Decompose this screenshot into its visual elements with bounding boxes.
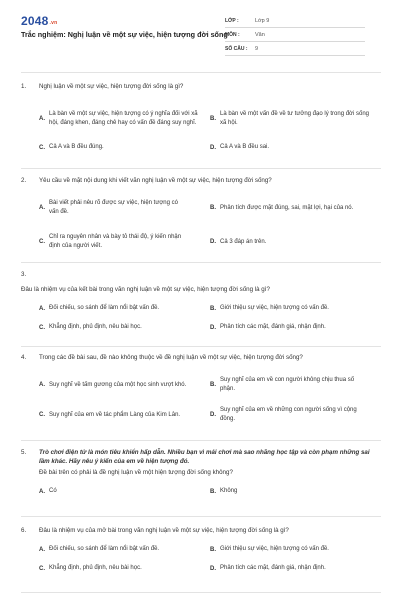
option-text: Bài viết phải nêu rõ được sự việc, hiện tượng có vấn đề. xyxy=(49,200,178,215)
option-text: Là bàn về một vấn đề về tư tưởng đạo lý trong đời sống xã hội. xyxy=(220,111,369,126)
option-text: Khẳng định, phủ định, nêu bài học. xyxy=(49,324,142,330)
meta-value: Lớp 9 xyxy=(255,17,270,24)
meta-panel xyxy=(225,14,365,56)
option-letter: C. xyxy=(39,565,45,572)
option-d[interactable] xyxy=(210,564,381,573)
option-text: Đối chiếu, so sánh để làm nổi bật vấn đề. xyxy=(49,546,160,552)
meta-row-class xyxy=(225,14,365,28)
divider xyxy=(21,72,381,73)
divider xyxy=(21,262,381,263)
option-a[interactable] xyxy=(39,487,210,496)
option-text: Suy nghĩ của em về con người không chịu thua số phận. xyxy=(220,377,355,392)
question-prompt: Trò chơi điện tử là món tiêu khiển hấp dẫn. Nhiều bạn vì mải chơi mà sao nhãng học tập và còn phạm những sai lầm khác. Hãy nêu ý kiến của em về hiện tượng đó. xyxy=(39,449,370,465)
document-title: Trắc nghiệm: Nghị luận về một sự việc, hiện tượng đời sống xyxy=(21,30,228,39)
option-d[interactable] xyxy=(210,323,381,332)
option-letter: B. xyxy=(210,205,216,211)
option-text: Cả A và B đều đúng. xyxy=(49,144,104,150)
option-c[interactable] xyxy=(39,404,210,426)
option-text: Phân tích được mặt đúng, sai, mặt lợi, hại của nó. xyxy=(220,204,354,211)
option-text: Suy nghĩ của em về những con người sống vì cộng đồng. xyxy=(220,407,357,422)
option-text: Suy nghĩ về tấm gương của một học sinh vượt khó. xyxy=(49,381,187,388)
option-b[interactable] xyxy=(210,545,381,554)
logo-main-text: 2048 xyxy=(21,14,49,28)
question-text: Trong các đề bài sau, đề nào không thuộc về đề nghị luận về một sự việc, hiện tượng đời sống? xyxy=(39,354,303,361)
option-letter: D. xyxy=(210,239,216,245)
option-c[interactable] xyxy=(39,143,210,152)
meta-label: MÔN : xyxy=(225,31,240,38)
option-d[interactable] xyxy=(210,227,381,257)
option-text: Là bàn về một sự việc, hiện tượng có ý nghĩa đối với xã hội, đáng khen, đáng chê hay có vấn đề đáng suy nghĩ. xyxy=(49,111,198,126)
question-4 xyxy=(21,353,381,426)
option-letter: D. xyxy=(210,412,216,418)
option-b[interactable] xyxy=(210,99,381,139)
option-letter: A. xyxy=(39,546,45,553)
option-a[interactable] xyxy=(39,304,210,313)
option-letter: A. xyxy=(39,205,45,211)
divider xyxy=(21,346,381,347)
question-text: Đề bài trên có phải là đề nghị luận về một hiện tượng đời sống không? xyxy=(39,469,233,476)
option-text: Suy nghĩ của em về tác phẩm Làng của Kim Lân. xyxy=(49,411,181,418)
question-6 xyxy=(21,526,381,573)
option-text: Có xyxy=(49,488,57,494)
option-letter: B. xyxy=(210,305,216,312)
question-text: Đâu là nhiệm vụ của mở bài trong văn nghị luận về một sự việc, hiện tượng đời sống là gì? xyxy=(39,527,289,534)
option-letter: D. xyxy=(210,144,216,151)
option-d[interactable] xyxy=(210,143,381,152)
option-b[interactable] xyxy=(210,304,381,313)
option-letter: A. xyxy=(39,305,45,312)
option-c[interactable] xyxy=(39,227,210,257)
question-1 xyxy=(21,82,381,152)
meta-row-count xyxy=(225,42,365,56)
option-text: Không xyxy=(220,488,238,494)
meta-value: Văn xyxy=(255,31,265,38)
meta-value: 9 xyxy=(255,45,259,52)
divider xyxy=(21,440,381,441)
divider xyxy=(21,592,381,593)
question-text xyxy=(39,270,381,279)
option-text: Phân tích các mặt, đánh giá, nhận định. xyxy=(220,324,326,330)
option-letter: A. xyxy=(39,382,45,388)
question-number: 1. xyxy=(21,83,27,90)
option-a[interactable] xyxy=(39,374,210,396)
option-letter: B. xyxy=(210,382,216,388)
option-b[interactable] xyxy=(210,487,381,496)
option-c[interactable] xyxy=(39,564,210,573)
option-b[interactable] xyxy=(210,374,381,396)
option-letter: A. xyxy=(39,116,45,122)
divider xyxy=(21,516,381,517)
option-d[interactable] xyxy=(210,404,381,426)
option-text: Phân tích các mặt, đánh giá, nhận định. xyxy=(220,565,326,571)
question-number: 5. xyxy=(21,449,27,456)
meta-label: LỚP : xyxy=(225,17,239,24)
logo-sub-text: .vn xyxy=(49,20,58,26)
option-text: Giới thiệu sự việc, hiện tượng có vấn đề. xyxy=(220,305,329,311)
question-number: 4. xyxy=(21,354,27,361)
question-5 xyxy=(21,448,381,496)
option-text: Đối chiếu, so sánh để làm nổi bật vấn đề. xyxy=(49,305,160,311)
option-letter: C. xyxy=(39,239,45,245)
meta-label: SỐ CÂU : xyxy=(225,45,248,52)
option-text: Khẳng định, phủ định, nêu bài học. xyxy=(49,565,142,571)
option-letter: B. xyxy=(210,116,216,122)
question-text: Yêu cầu về mặt nội dung khi viết văn nghị luận về một sự việc, hiện tượng đời sống? xyxy=(39,177,272,184)
option-text: Cả 3 đáp án trên. xyxy=(220,238,267,245)
question-3 xyxy=(21,270,381,332)
option-letter: C. xyxy=(39,412,45,418)
option-a[interactable] xyxy=(39,195,210,221)
option-letter: D. xyxy=(210,565,216,572)
option-b[interactable] xyxy=(210,195,381,221)
option-letter: B. xyxy=(210,488,216,495)
question-2 xyxy=(21,176,381,257)
option-text: Cả A và B đều sai. xyxy=(220,144,270,150)
option-text: Chỉ ra nguyên nhân và bày tỏ thái độ, ý kiến nhận định của người viết. xyxy=(49,234,182,249)
option-letter: B. xyxy=(210,546,216,553)
question-number: 3. xyxy=(21,271,27,278)
option-letter: D. xyxy=(210,324,216,331)
option-a[interactable] xyxy=(39,99,210,139)
option-letter: A. xyxy=(39,488,45,495)
option-letter: C. xyxy=(39,144,45,151)
question-text: Đâu là nhiệm vụ của kết bài trong văn nghị luận về một sự việc, hiện tượng đời sống là gì? xyxy=(21,286,270,293)
option-c[interactable] xyxy=(39,323,210,332)
option-text: Giới thiệu sự việc, hiện tượng có vấn đề. xyxy=(220,546,329,552)
site-logo[interactable] xyxy=(21,14,57,28)
question-text: Nghị luận về một sự việc, hiện tượng đời sống là gì? xyxy=(39,83,184,90)
question-number: 6. xyxy=(21,527,27,534)
divider xyxy=(21,168,381,169)
question-number: 2. xyxy=(21,177,27,184)
option-letter: C. xyxy=(39,324,45,331)
meta-row-subject xyxy=(225,28,365,42)
option-a[interactable] xyxy=(39,545,210,554)
